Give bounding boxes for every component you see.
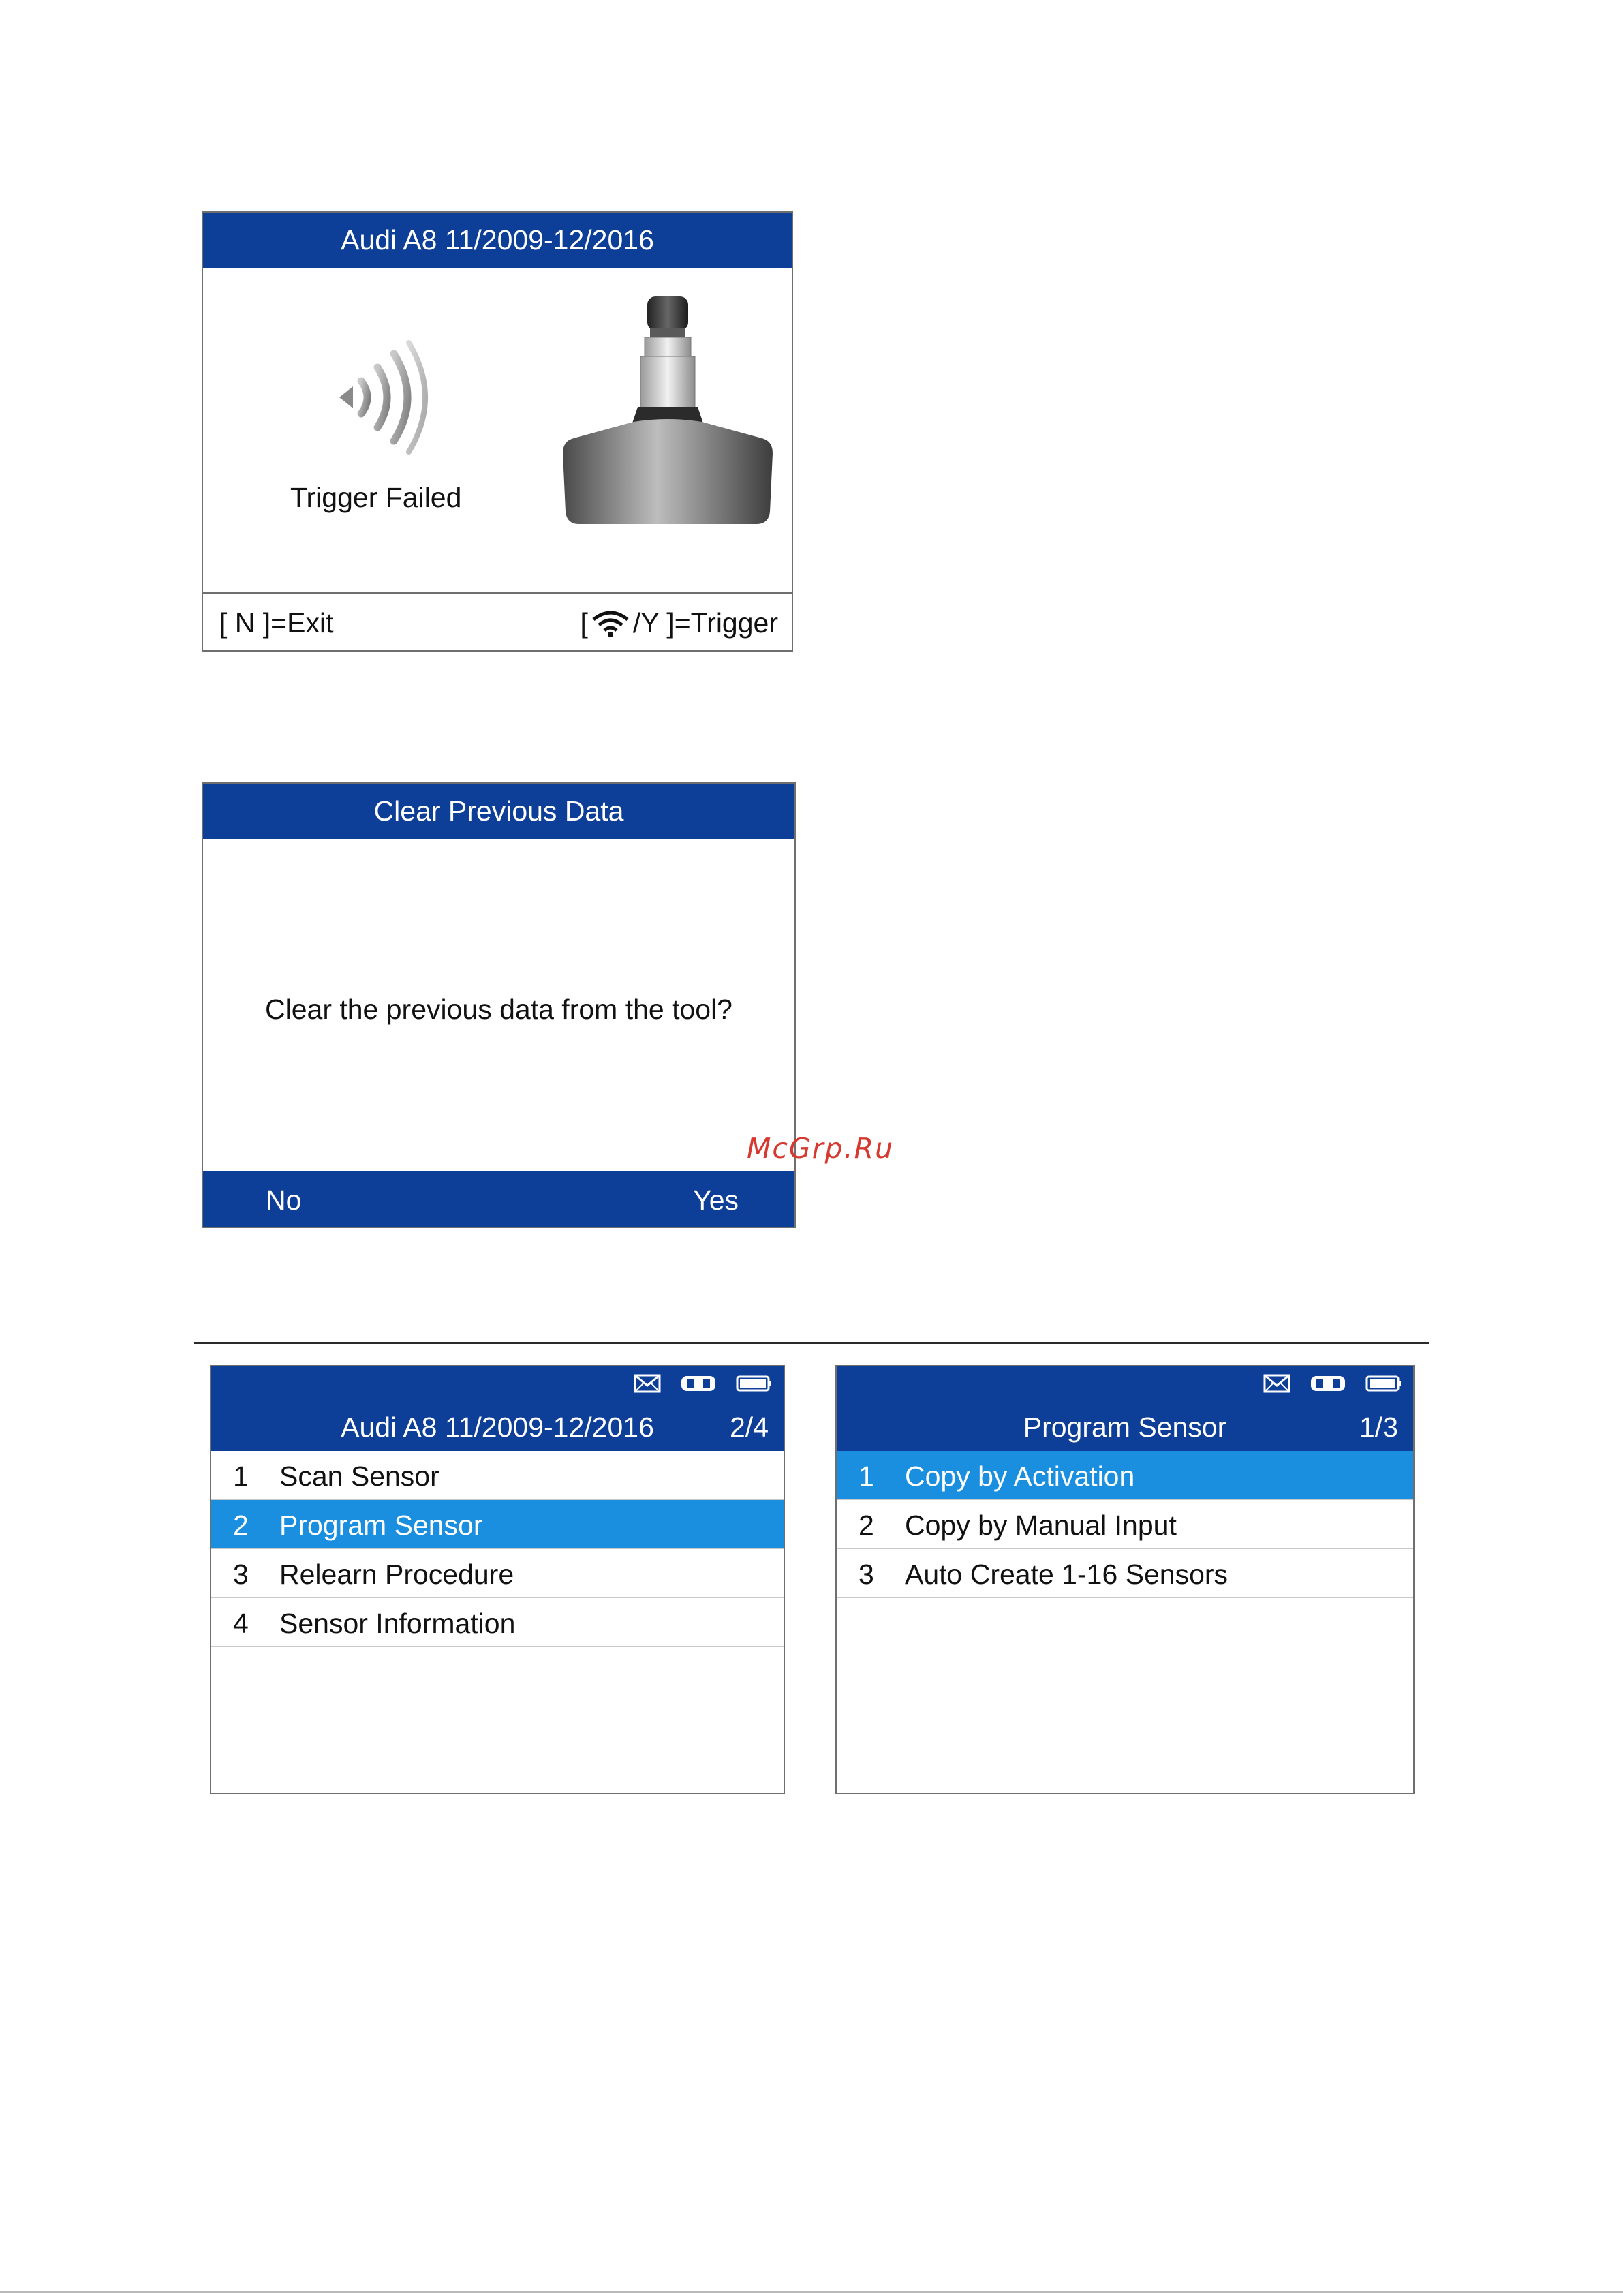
vehicle-icon	[1310, 1373, 1346, 1394]
menu-title: Audi A8 11/2009-12/2016	[341, 1411, 654, 1443]
wifi-icon	[591, 610, 630, 637]
mail-icon	[634, 1373, 661, 1394]
trigger-status-text: Trigger Failed	[290, 482, 462, 513]
dialog-header	[203, 784, 794, 839]
dialog-button-bar	[203, 1171, 794, 1227]
clear-data-dialog	[202, 782, 796, 1228]
screen-header	[203, 213, 792, 268]
page-bottom-rule	[0, 2291, 1623, 2293]
status-icons	[1263, 1373, 1402, 1394]
watermark: McGrp.Ru	[747, 1132, 895, 1165]
screen-title: Audi A8 11/2009-12/2016	[341, 224, 654, 256]
signal-waves-icon	[333, 336, 428, 459]
menu-item-scan-sensor[interactable]: 1 Scan Sensor	[211, 1451, 784, 1500]
menu-title: Program Sensor	[1023, 1411, 1227, 1443]
battery-icon	[736, 1375, 773, 1392]
menu-list	[837, 1451, 1413, 1598]
dialog-question: Clear the previous data from the tool?	[265, 994, 732, 1025]
trigger-screen	[202, 211, 793, 652]
menu-item-auto-create-sensors[interactable]: 3 Auto Create 1-16 Sensors	[837, 1549, 1413, 1598]
vehicle-menu-screen	[210, 1365, 785, 1794]
menu-header	[211, 1366, 784, 1451]
status-icons	[634, 1373, 773, 1394]
yes-button[interactable]: Yes	[693, 1184, 739, 1216]
mail-icon	[1263, 1373, 1290, 1394]
tpms-sensor-icon	[559, 294, 777, 532]
battery-icon	[1365, 1375, 1402, 1392]
page-indicator: 1/3	[1359, 1411, 1398, 1443]
no-button[interactable]: No	[266, 1184, 302, 1216]
menu-item-sensor-information[interactable]: 4 Sensor Information	[211, 1598, 784, 1647]
vehicle-icon	[680, 1373, 717, 1394]
section-divider	[194, 1342, 1429, 1344]
program-sensor-screen	[835, 1365, 1415, 1794]
menu-item-relearn-procedure[interactable]: 3 Relearn Procedure	[211, 1549, 784, 1598]
page-indicator: 2/4	[730, 1411, 769, 1443]
trigger-key-hint[interactable]: [ /Y ]=Trigger	[580, 607, 778, 639]
screen-body	[203, 268, 792, 595]
menu-item-copy-by-activation[interactable]: 1 Copy by Activation	[837, 1451, 1413, 1500]
menu-item-program-sensor[interactable]: 2 Program Sensor	[211, 1500, 784, 1549]
menu-list	[211, 1451, 784, 1647]
screen-footer	[203, 592, 792, 650]
menu-item-copy-by-manual-input[interactable]: 2 Copy by Manual Input	[837, 1500, 1413, 1549]
exit-key-hint[interactable]: [ N ]=Exit	[219, 607, 334, 639]
dialog-title: Clear Previous Data	[373, 795, 624, 827]
menu-header	[837, 1366, 1413, 1451]
